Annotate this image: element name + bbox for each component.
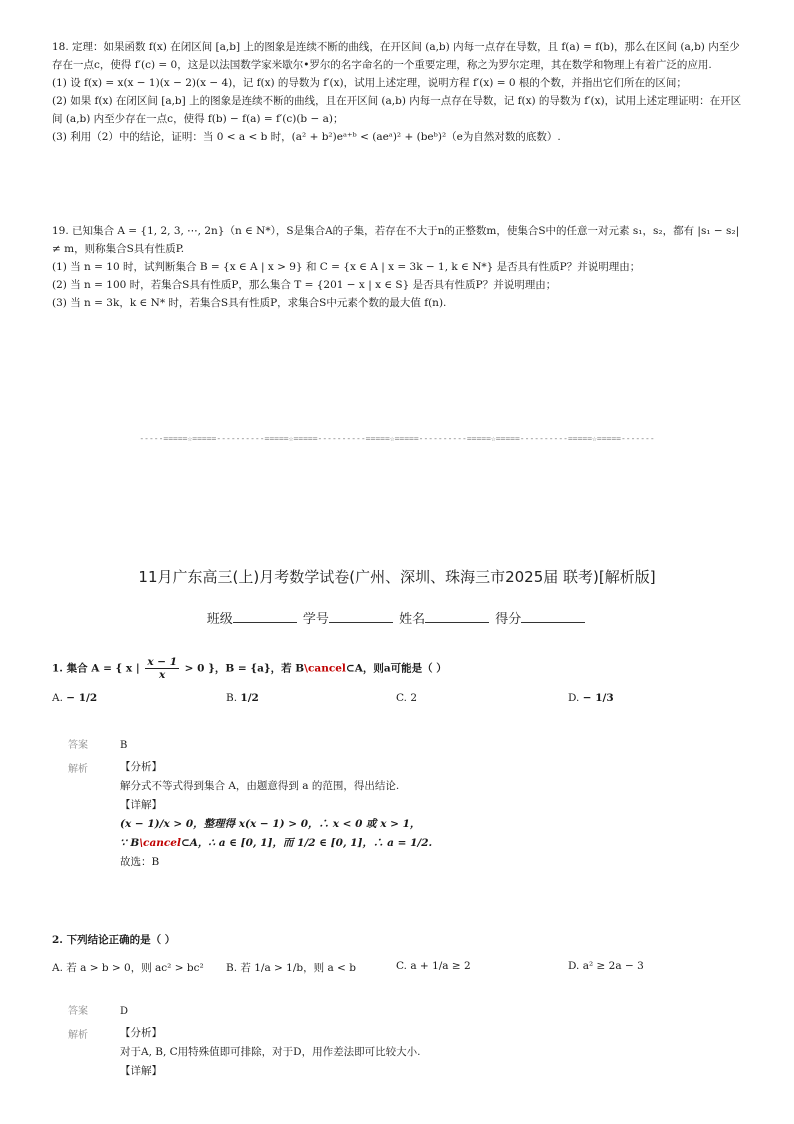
q19-stem: 19. 已知集合 A = {1, 2, 3, ⋯, 2n}（n ∈ N*），S是集合A的子集，若存在不大于n的正整数m，使集合S中的任意一对元素 s₁，s₂，都有 |s₁ − s₂| ≠ m，则称集合S具有性质P.	[52, 225, 740, 255]
page-divider: -----=====☆=====----------=====☆=====----------=====☆=====----------=====☆=====----------=====☆=====-------	[139, 434, 655, 443]
question-19	[52, 222, 742, 312]
q19-part-1: (1) 当 n = 10 时，试判断集合 B = {x ∈ A | x > 9} 和 C = {x ∈ A | x = 3k − 1, k ∈ N*} 是否具有性质P？并说明理由；	[52, 261, 641, 273]
q2-analysis-label: 解析	[68, 1030, 88, 1041]
number-field[interactable]	[329, 610, 393, 623]
q2-option-b[interactable]: B. 若 1/a > 1/b，则 a < b	[226, 962, 356, 974]
q18-part-1: (1) 设 f(x) = x(x − 1)(x − 2)(x − 4)，记 f(x) 的导数为 f′(x)，试用上述定理，说明方程 f′(x) = 0 根的个数，并指出它们所在的区间；	[52, 77, 687, 89]
score-field[interactable]	[521, 610, 585, 623]
class-label: 班级	[206, 612, 233, 627]
q2-analysis: 【分析】 对于A, B, C用特殊值即可排除，对于D，用作差法即可比较大小. 【详解】	[120, 1027, 421, 1077]
q19-part-2: (2) 当 n = 100 时，若集合S具有性质P，那么集合 T = {201 − x | x ∈ S} 是否具有性质P？并说明理由；	[52, 279, 557, 291]
q1-option-d[interactable]: D. − 1/3	[568, 692, 614, 704]
name-field[interactable]	[425, 610, 489, 623]
q1-option-b[interactable]: B. 1/2	[226, 692, 259, 704]
name-label: 姓名	[399, 612, 426, 627]
q1-option-a[interactable]: A. − 1/2	[52, 692, 98, 704]
student-info-row	[0, 608, 794, 627]
q1-stem: 1. 集合 A = { x | $\frac{x - 1}{x}$ > 0 }，B = {a}，若 B\cancel⊂A，则a可能是（ ）	[52, 656, 447, 681]
q18-stem: 18. 定理：如果函数 f(x) 在闭区间 [a,b] 上的图象是连续不断的曲线，在开区间 (a,b) 内每一点存在导数，且 f(a) = f(b)，那么在区间 (a,b) 内至少存在一点c，使得 f′(c) = 0，这是以法国数学家米歇尔•罗尔的名字命名的一个重要定理，称之为罗尔定理，其在数学和物理上有着广泛的应用.	[52, 41, 740, 71]
q1-analysis: 【分析】 解分式不等式得到集合 A，由题意得到 a 的范围，得出结论. 【详解】 (x − 1)/x > 0，整理得 x(x − 1) > 0，∴ x < 0 或 x > 1， ∵ B\cancel⊂A，∴ a ∈ [0, 1]，而 1/2 ∈ [0, 1]，∴ a = 1/2. 故选：B	[120, 761, 433, 868]
q2-option-a[interactable]: A. 若 a > b > 0，则 ac² > bc²	[52, 962, 204, 974]
q2-option-d[interactable]: D. a² ≥ 2a − 3	[568, 960, 644, 972]
q19-part-3: (3) 当 n = 3k，k ∈ N* 时，若集合S具有性质P，求集合S中元素个数的最大值 f(n).	[52, 297, 447, 309]
page-title: 11月广东高三(上)月考数学试卷(广州、深圳、珠海三市2025届 联考)[解析版]	[138, 568, 656, 586]
score-label: 得分	[495, 612, 522, 627]
q1-answer: 答案 B	[68, 740, 128, 751]
q1-fraction: $\frac{x - 1}{x}$	[147, 656, 178, 681]
q1-option-c[interactable]: C. 2	[396, 692, 418, 704]
q2-answer: 答案 D	[68, 1006, 129, 1017]
q1-analysis-label: 解析	[68, 764, 88, 775]
class-field[interactable]	[233, 610, 297, 623]
number-label: 学号	[302, 612, 329, 627]
q2-stem: 2. 下列结论正确的是（ ）	[52, 934, 176, 946]
question-18	[52, 38, 742, 146]
q18-part-3: (3) 利用（2）中的结论，证明：当 0 < a < b 时，(a² + b²)eᵃ⁺ᵇ < (aeᵃ)² + (beᵇ)²（e为自然对数的底数）.	[52, 131, 561, 143]
q2-option-c[interactable]: C. a + 1/a ≥ 2	[396, 960, 471, 972]
q18-part-2: (2) 如果 f(x) 在闭区间 [a,b] 上的图象是连续不断的曲线，且在开区间 (a,b) 内每一点存在导数，记 f(x) 的导数为 f′(x)，试用上述定理证明：在开区间 (a,b) 内至少存在一点c，使得 f(b) − f(a) = f′(c)(b − a)；	[52, 95, 742, 125]
